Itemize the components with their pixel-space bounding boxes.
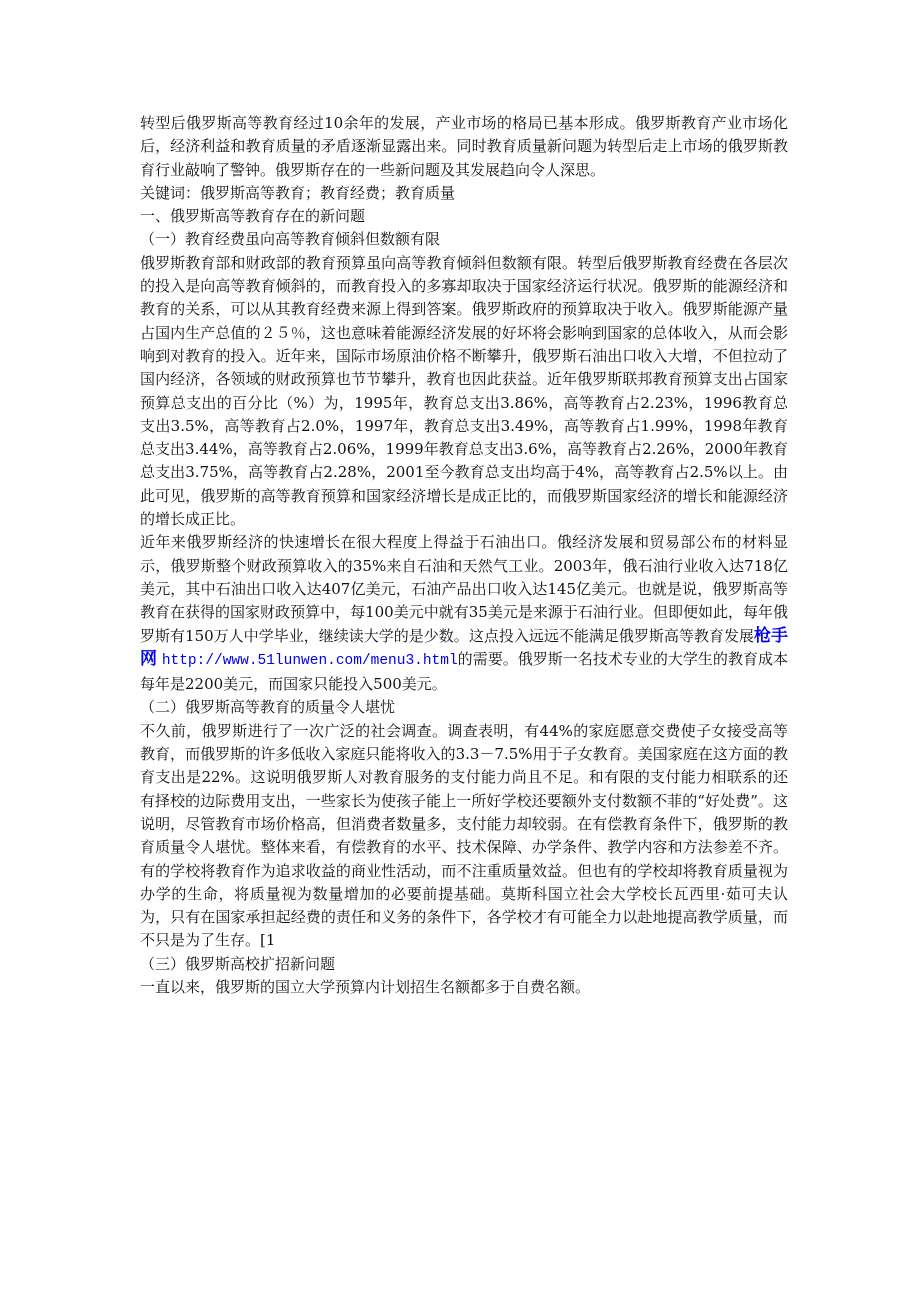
abstract-paragraph: 转型后俄罗斯高等教育经过10余年的发展，产业市场的格局已基本形成。俄罗斯教育产业市场化后，经济利益和教育质量的矛盾逐渐显露出来。同时教育质量新问题为转型后走上市场的俄罗斯教育行业敲响了警钟。俄罗斯存在的一些新问题及其发展趋向令人深思。 xyxy=(140,114,788,179)
document-body xyxy=(140,112,788,999)
section-title: 一、俄罗斯高等教育存在的新问题 xyxy=(140,207,366,226)
subsection-title-1: （一）教育经费虽向高等教育倾斜但数额有限 xyxy=(140,230,441,249)
qiangshou-link[interactable]: 枪手网 xyxy=(140,625,789,669)
keywords-line: 关键词：俄罗斯高等教育；教育经费；教育质量 xyxy=(140,183,456,202)
oil-text-after-link: 的需要。俄罗斯一名技术专业的大学生的教育成本每年是2200美元，而国家只能投入500美元。 xyxy=(140,649,788,694)
enrollment-paragraph: 一直以来，俄罗斯的国立大学预算内计划招生名额都多于自费名额。 xyxy=(140,977,591,996)
subsection-title-3: （三）俄罗斯高校扩招新问题 xyxy=(140,954,336,973)
oil-text-before-link: 近年来俄罗斯经济的快速增长在很大程度上得益于石油出口。俄经济发展和贸易部公布的材料显示，俄罗斯整个财政预算收入的35%来自石油和天然气工业。2003年，俄石油行业收入达718亿美元，其中石油出口收入达407亿美元，石油产品出口收入达145亿美元。也就是说，俄罗斯高等教育在获得的国家财政预算中，每100美元中就有35美元是来源于石油行业。但即便如此，每年俄罗斯有150万人中学毕业，继续读大学的是少数。这点投入远远不能满足俄罗斯高等教育发展 xyxy=(140,533,788,645)
subsection-title-2: （二）俄罗斯高等教育的质量令人堪忧 xyxy=(140,698,396,717)
oil-revenue-paragraph xyxy=(140,531,788,696)
url-link[interactable]: http://www.51lunwen.com/menu3.html xyxy=(161,652,458,669)
funding-paragraph: 俄罗斯教育部和财政部的教育预算虽向高等教育倾斜但数额有限。转型后俄罗斯教育经费在各层次的投入是向高等教育倾斜的，而教育投入的多寡却取决于国家经济运行状况。俄罗斯的能源经济和教育的关系，可以从其教育经费来源上得到答案。俄罗斯政府的预算取决于收入。俄罗斯能源产量占国内生产总值的２５％，这也意味着能源经济发展的好坏将会影响到国家的总体收入，从而会影响到对教育的投入。近年来，国际市场原油价格不断攀升，俄罗斯石油出口收入大增，不但拉动了国内经济，各领域的财政预算也节节攀升，教育也因此获益。近年俄罗斯联邦教育预算支出占国家预算总支出的百分比（%）为，1995年，教育总支出3.86%，高等教育占2.23%，1996教育总支出3.5%，高等教育占2.0%，1997年，教育总支出3.49%，高等教育占1.99%，1998年教育总支出3.44%，高等教育占2.06%，1999年教育总支出3.6%，高等教育占2.26%，2000年教育总支出3.75%，高等教育占2.28%，2001至今教育总支出均高于4%，高等教育占2.5%以上。由此可见，俄罗斯的高等教育预算和国家经济增长是成正比的，而俄罗斯国家经济的增长和能源经济的增长成正比。 xyxy=(140,253,788,529)
quality-paragraph: 不久前，俄罗斯进行了一次广泛的社会调查。调查表明，有44%的家庭愿意交费使子女接受高等教育，而俄罗斯的许多低收入家庭只能将收入的3.3－7.5%用于子女教育。美国家庭在这方面的教育支出是22%。这说明俄罗斯人对教育服务的支付能力尚且不足。和有限的支付能力相联系的还有择校的边际费用支出，一些家长为使孩子能上一所好学校还要额外支付数额不菲的“好处费”。这说明，尽管教育市场价格高，但消费者数量多，支付能力却较弱。在有偿教育条件下，俄罗斯的教育质量令人堪忧。整体来看，有偿教育的水平、技术保障、办学条件、教学内容和方法参差不齐。有的学校将教育作为追求收益的商业性活动，而不注重质量效益。但也有的学校却将教育质量视为办学的生命，将质量视为数量增加的必要前提基础。莫斯科国立社会大学校长瓦西里·茹可夫认为，只有在国家承担起经费的责任和义务的条件下，各学校才有可能全力以赴地提高教学质量，而不只是为了生存。[1 xyxy=(140,721,788,950)
